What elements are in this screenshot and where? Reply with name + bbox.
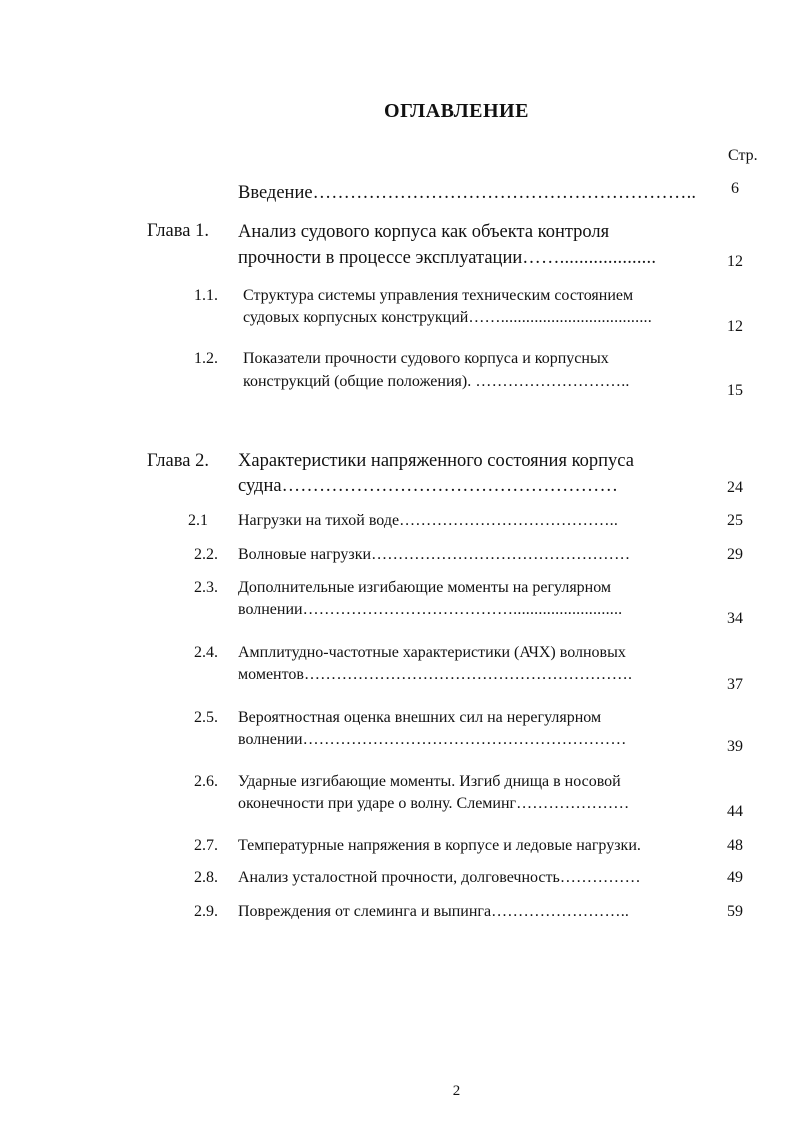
- toc-title: ОГЛАВЛЕНИЕ: [384, 100, 529, 122]
- section-2-2-text: Волновые нагрузки: [238, 546, 372, 563]
- section-1-2-dots: ………………………..: [471, 373, 630, 390]
- section-2-8-dots: ……………: [559, 869, 641, 886]
- section-1-1-page: 12: [727, 318, 743, 335]
- section-2-8-number: 2.8.: [194, 869, 218, 886]
- section-1-2-line1[interactable]: Показатели прочности судового корпуса и корпусных: [243, 350, 609, 367]
- chapter1-line2[interactable]: [238, 245, 656, 271]
- section-2-7-page: 48: [727, 837, 743, 854]
- section-2-2-page: 29: [727, 546, 743, 563]
- section-2-1-text: Нагрузки на тихой воде: [238, 512, 400, 529]
- section-2-1-dots: …………………………………..: [399, 512, 619, 529]
- chapter1-page: 12: [727, 253, 743, 270]
- chapter1-dots: ……....................: [522, 248, 657, 268]
- section-1-2-number: 1.2.: [194, 350, 218, 367]
- section-2-3-line2[interactable]: [238, 599, 622, 621]
- section-2-6-line2[interactable]: [238, 793, 630, 815]
- section-2-3-dots: …………………………………..........................: [302, 601, 623, 618]
- section-2-9-number: 2.9.: [194, 903, 218, 920]
- section-2-3-page: 34: [727, 610, 743, 627]
- page-column-label: Стр.: [728, 147, 758, 164]
- section-2-5-line1[interactable]: Вероятностная оценка внешних сил на нерегулярном: [238, 709, 602, 726]
- chapter1-line1[interactable]: Анализ судового корпуса как объекта контроля: [238, 222, 610, 242]
- section-2-4-line1[interactable]: Амплитудно-частотные характеристики (АЧХ) волновых: [238, 644, 626, 661]
- section-2-8-text: Анализ усталостной прочности, долговечность: [238, 869, 560, 886]
- section-2-4-number: 2.4.: [194, 644, 218, 661]
- chapter2-dots: ………………………………………………: [281, 476, 619, 496]
- section-2-6-page: 44: [727, 803, 743, 820]
- section-2-3-line1[interactable]: Дополнительные изгибающие моменты на регулярном: [238, 579, 612, 596]
- section-1-1-line2[interactable]: [243, 307, 652, 329]
- section-1-2-line2[interactable]: [243, 371, 630, 393]
- toc-intro-label: Введение: [238, 183, 313, 203]
- section-2-3-line2-text: волнении: [238, 601, 303, 618]
- section-1-1-line2-text: судовых корпусных конструкций: [243, 309, 469, 326]
- section-2-6-line2-text: оконечности при ударе о волну. Слеминг: [238, 795, 517, 812]
- section-2-6-number: 2.6.: [194, 773, 218, 790]
- toc-intro-dots: ……………………………………………………..: [312, 183, 697, 203]
- toc-intro[interactable]: [238, 180, 696, 206]
- section-2-2-line1[interactable]: [238, 544, 630, 566]
- section-2-5-number: 2.5.: [194, 709, 218, 726]
- section-2-8-page: 49: [727, 869, 743, 886]
- section-2-9-line1[interactable]: [238, 901, 629, 923]
- section-2-5-line2[interactable]: [238, 729, 627, 751]
- section-2-5-dots: ……………………………………………………: [302, 731, 627, 748]
- section-1-1-line1[interactable]: Структура системы управления техническим состоянием: [243, 287, 634, 304]
- section-2-3-number: 2.3.: [194, 579, 218, 596]
- section-2-7-line1[interactable]: Температурные напряжения в корпусе и ледовые нагрузки.: [238, 837, 641, 854]
- section-2-4-line2-text: моментов: [238, 666, 304, 683]
- section-1-2-line2-text: конструкций (общие положения).: [243, 373, 472, 390]
- section-2-7-number: 2.7.: [194, 837, 218, 854]
- section-2-5-page: 39: [727, 738, 743, 755]
- section-2-8-line1[interactable]: [238, 867, 641, 889]
- section-1-1-number: 1.1.: [194, 287, 218, 304]
- section-2-1-line1[interactable]: [238, 510, 618, 532]
- section-2-9-text: Повреждения от слеминга и выпинга: [238, 903, 492, 920]
- section-2-4-dots: …………………………………………………….: [303, 666, 633, 683]
- section-2-2-number: 2.2.: [194, 546, 218, 563]
- chapter2-line1[interactable]: Характеристики напряженного состояния корпуса: [238, 451, 634, 471]
- chapter2-line2[interactable]: [238, 473, 618, 499]
- section-2-9-page: 59: [727, 903, 743, 920]
- section-2-2-dots: …………………………………………: [371, 546, 631, 563]
- page-number: 2: [452, 1083, 461, 1099]
- section-2-6-line1[interactable]: Ударные изгибающие моменты. Изгиб днища в носовой: [238, 773, 621, 790]
- section-2-1-page: 25: [727, 512, 743, 529]
- chapter1-line2-text: прочности в процессе эксплуатации: [238, 248, 523, 268]
- section-2-4-page: 37: [727, 676, 743, 693]
- section-2-6-dots: …………………: [516, 795, 630, 812]
- section-2-5-line2-text: волнении: [238, 731, 303, 748]
- chapter2-line2-text: судна: [238, 476, 282, 496]
- chapter1-label: Глава 1.: [147, 221, 209, 241]
- toc-intro-page: 6: [731, 180, 739, 197]
- section-1-1-dots: ……....................................: [468, 309, 652, 326]
- section-2-4-line2[interactable]: [238, 664, 632, 686]
- chapter2-label: Глава 2.: [147, 451, 209, 471]
- section-2-9-dots: ……………………..: [491, 903, 630, 920]
- section-1-2-page: 15: [727, 382, 743, 399]
- section-2-1-number: 2.1: [188, 512, 208, 529]
- chapter2-page: 24: [727, 479, 743, 496]
